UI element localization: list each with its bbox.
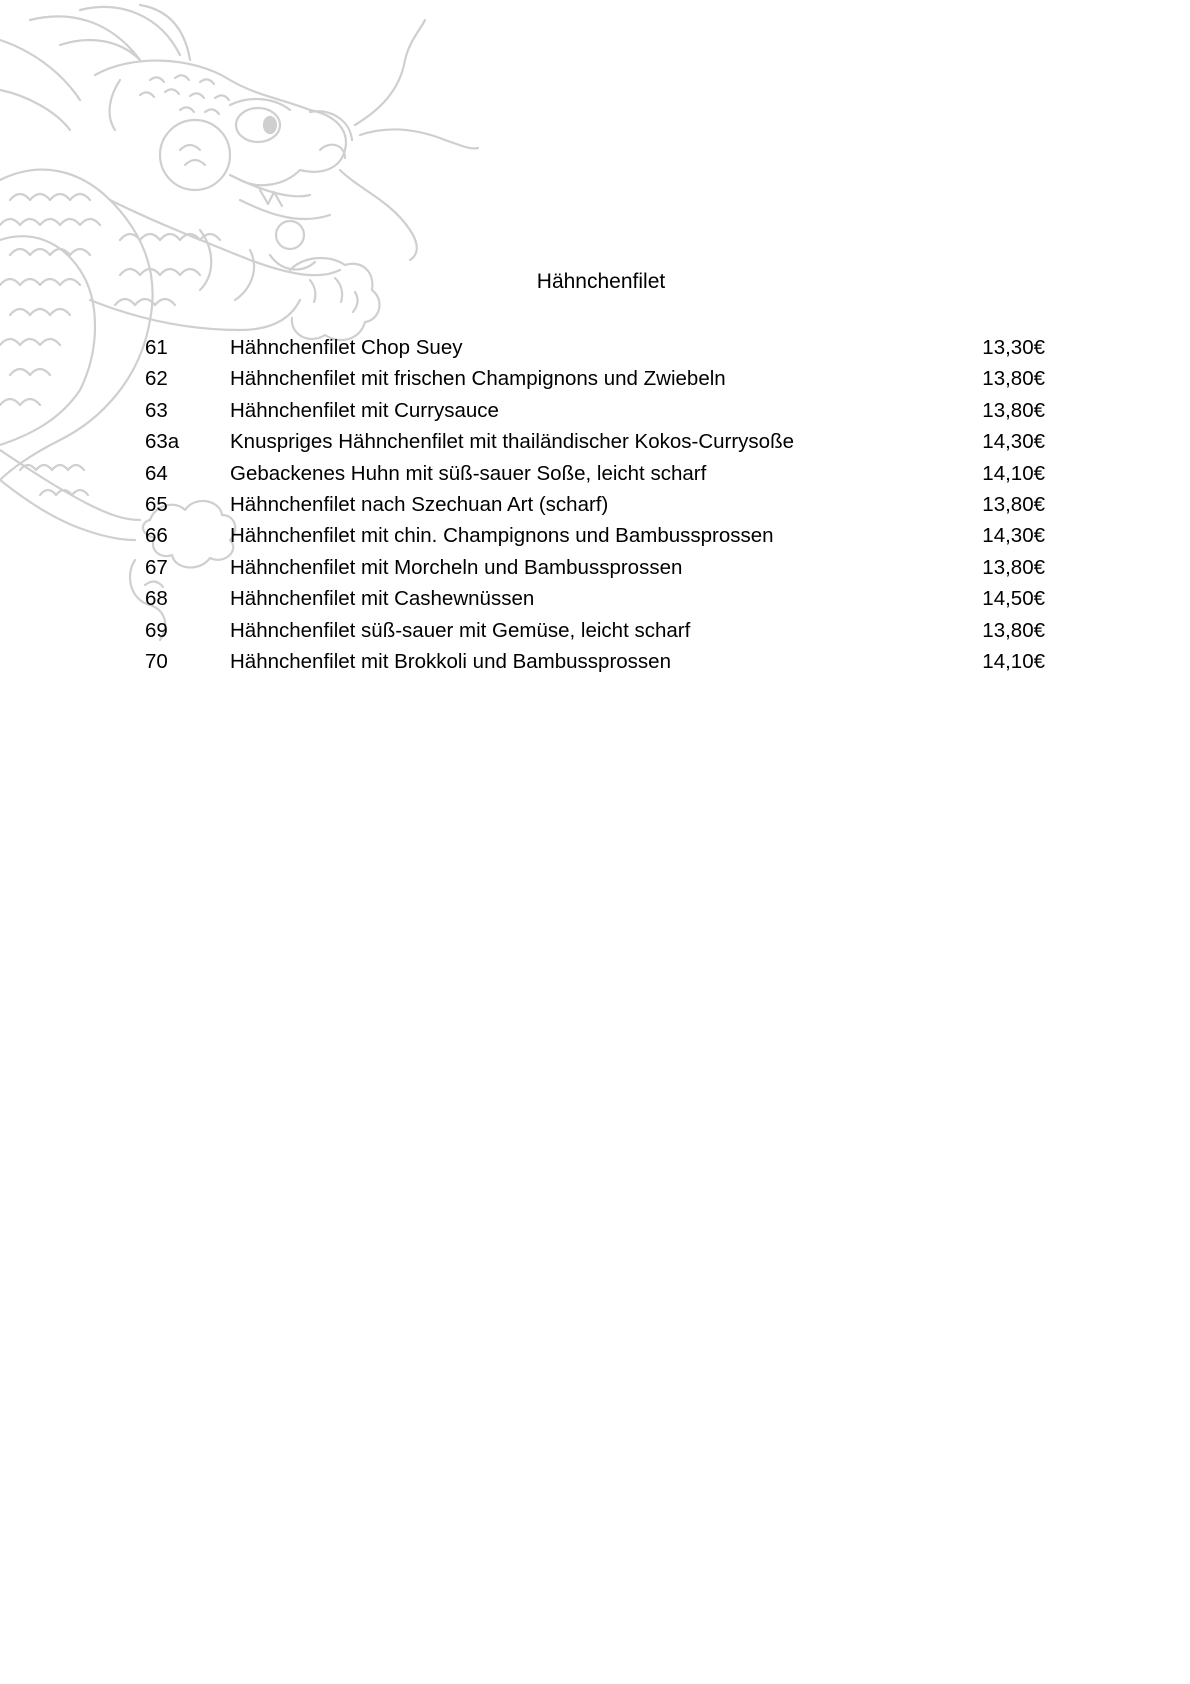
menu-item (145, 583, 1045, 614)
item-name: Hähnchenfilet süß-sauer mit Gemüse, leicht scharf (230, 618, 691, 642)
menu-item (145, 363, 1045, 394)
item-name: Hähnchenfilet nach Szechuan Art (scharf) (230, 492, 609, 516)
menu-item (145, 332, 1045, 363)
item-name: Hähnchenfilet mit Brokkoli und Bambussprossen (230, 649, 671, 673)
item-price: 14,30€ (982, 524, 1045, 548)
item-name: Gebackenes Huhn mit süß-sauer Soße, leicht scharf (230, 461, 707, 485)
item-name: Hähnchenfilet mit frischen Champignons und Zwiebeln (230, 367, 726, 391)
menu-item (145, 426, 1045, 457)
item-name: Hähnchenfilet mit Currysauce (230, 398, 499, 422)
item-number: 68 (145, 587, 168, 611)
item-price: 13,80€ (982, 618, 1045, 642)
item-price: 14,50€ (982, 587, 1045, 611)
item-number: 67 (145, 555, 168, 579)
menu-list (145, 332, 1045, 677)
item-name: Hähnchenfilet mit chin. Champignons und Bambussprossen (230, 524, 774, 548)
item-price: 14,30€ (982, 430, 1045, 454)
item-price: 13,80€ (982, 555, 1045, 579)
item-price: 13,80€ (982, 492, 1045, 516)
item-price: 14,10€ (982, 649, 1045, 673)
item-number: 63a (145, 430, 180, 454)
item-number: 63 (145, 398, 168, 422)
item-number: 65 (145, 492, 168, 516)
menu-item (145, 615, 1045, 646)
menu-item (145, 395, 1045, 426)
item-number: 69 (145, 618, 168, 642)
menu-item (145, 520, 1045, 551)
item-name: Knuspriges Hähnchenfilet mit thailändischer Kokos-Currysoße (230, 430, 795, 454)
item-price: 14,10€ (982, 461, 1045, 485)
item-name: Hähnchenfilet mit Morcheln und Bambussprossen (230, 555, 683, 579)
item-number: 64 (145, 461, 168, 485)
menu-item (145, 646, 1045, 677)
item-price: 13,80€ (982, 398, 1045, 422)
item-number: 61 (145, 336, 168, 359)
item-number: 62 (145, 367, 168, 391)
item-number: 70 (145, 649, 168, 673)
menu-item (145, 552, 1045, 583)
section-title: Hähnchenfilet (536, 270, 666, 293)
menu-item (145, 489, 1045, 520)
item-name: Hähnchenfilet Chop Suey (230, 336, 463, 359)
item-price: 13,30€ (982, 336, 1045, 359)
menu-item (145, 458, 1045, 489)
item-price: 13,80€ (982, 367, 1045, 391)
item-name: Hähnchenfilet mit Cashewnüssen (230, 587, 535, 611)
item-number: 66 (145, 524, 168, 548)
